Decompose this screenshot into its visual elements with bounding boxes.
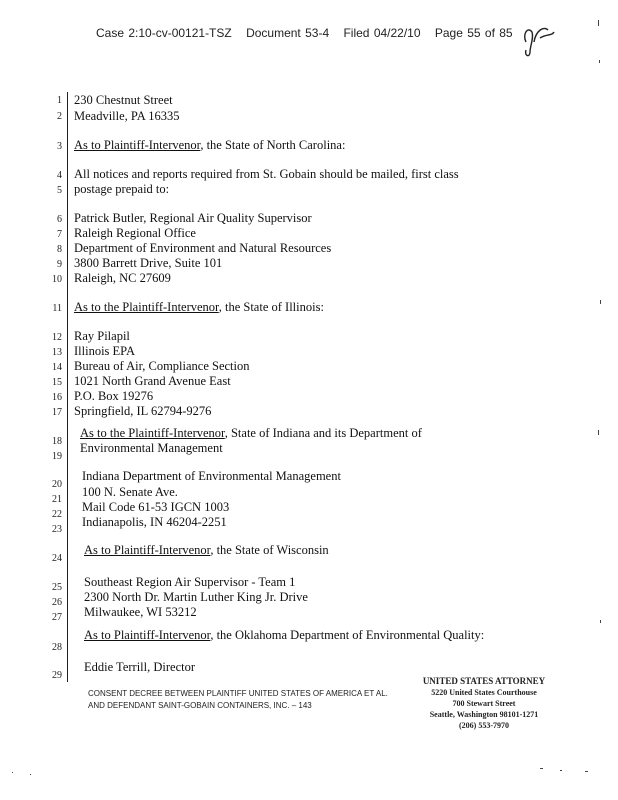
line-number: 22 — [52, 509, 62, 520]
line-number: 25 — [52, 582, 62, 593]
line-number: 9 — [57, 259, 62, 270]
line-number: 5 — [57, 185, 62, 196]
address-line: Raleigh Regional Office — [74, 226, 196, 240]
line-number: 18 — [52, 436, 62, 447]
address-line: Southeast Region Air Supervisor - Team 1 — [84, 575, 296, 589]
section-heading — [84, 543, 329, 558]
address-line: Bureau of Air, Compliance Section — [74, 359, 250, 373]
case-number: Case 2:10-cv-00121-TSZ — [96, 26, 232, 40]
party-name: , the State of Illinois: — [218, 300, 324, 314]
attorney-address-block — [404, 676, 564, 731]
address-line: Springfield, IL 62794-9276 — [74, 404, 212, 418]
line-number: 3 — [57, 141, 62, 152]
footer-caption-line: CONSENT DECREE BETWEEN PLAINTIFF UNITED STATES OF AMERICA ET AL. — [88, 689, 388, 698]
filed-date: Filed 04/22/10 — [343, 26, 421, 40]
page-number: Page 55 of 85 — [434, 26, 513, 40]
party-name: , the State of North Carolina: — [200, 138, 346, 152]
address-line: Illinois EPA — [74, 344, 136, 358]
scan-speck — [585, 771, 588, 772]
address-line: 100 N. Senate Ave. — [82, 485, 178, 499]
footer-caption-line: AND DEFENDANT SAINT-GOBAIN CONTAINERS, INC. – 143 — [88, 701, 312, 710]
handwritten-initials — [518, 12, 558, 60]
line-number: 6 — [57, 214, 62, 225]
scan-speck — [540, 768, 543, 769]
address-line: Patrick Butler, Regional Air Quality Supervisor — [74, 211, 312, 225]
party-designation: As to Plaintiff-Intervenor — [84, 543, 211, 557]
document-number: Document 53-4 — [246, 26, 330, 40]
attorney-address-line: Seattle, Washington 98101-1271 — [429, 710, 539, 719]
party-name: , the State of Wisconsin — [210, 543, 329, 557]
scan-speck — [598, 430, 599, 435]
address-line: Meadville, PA 16335 — [74, 109, 180, 123]
line-number: 11 — [52, 303, 62, 314]
line-number: 19 — [52, 451, 62, 462]
address-line: Raleigh, NC 27609 — [74, 271, 171, 285]
line-number: 21 — [52, 494, 62, 505]
scan-speck — [560, 770, 562, 771]
scan-speck — [600, 300, 601, 304]
line-number: 10 — [52, 274, 62, 285]
section-heading — [74, 138, 345, 153]
scan-speck — [600, 620, 601, 623]
line-number: 29 — [52, 670, 62, 681]
address-line: Eddie Terrill, Director — [84, 660, 196, 674]
scan-speck — [598, 20, 599, 26]
left-margin-rule — [67, 92, 68, 682]
address-line: Milwaukee, WI 53212 — [84, 605, 197, 619]
party-name: , State of Indiana and its Department of — [224, 426, 422, 440]
line-number: 15 — [52, 377, 62, 388]
line-number: 12 — [52, 332, 62, 343]
line-number: 24 — [52, 553, 62, 564]
line-number: 4 — [57, 170, 62, 181]
line-number: 1 — [57, 95, 62, 106]
section-heading — [80, 426, 422, 441]
party-designation: As to the Plaintiff-Intervenor — [80, 426, 225, 440]
line-number: 20 — [52, 479, 62, 490]
scan-speck — [599, 60, 600, 63]
party-designation: As to the Plaintiff-Intervenor — [74, 300, 219, 314]
attorney-phone: (206) 553-7970 — [459, 721, 509, 730]
section-heading-continued: Environmental Management — [80, 441, 223, 455]
scan-speck — [12, 772, 13, 773]
address-line: 1021 North Grand Avenue East — [74, 374, 231, 388]
address-line: 3800 Barrett Drive, Suite 101 — [74, 256, 223, 270]
address-line: Department of Environment and Natural Resources — [74, 241, 332, 255]
address-line: Ray Pilapil — [74, 329, 130, 343]
line-number: 7 — [57, 229, 62, 240]
consent-decree-footer — [88, 688, 388, 712]
party-designation: As to Plaintiff-Intervenor — [84, 628, 211, 642]
attorney-address-line: 700 Stewart Street — [452, 699, 516, 708]
line-number: 17 — [52, 407, 62, 418]
paragraph-line: postage prepaid to: — [74, 182, 170, 196]
section-heading — [84, 628, 484, 643]
party-designation: As to Plaintiff-Intervenor — [74, 138, 201, 152]
line-number: 8 — [57, 244, 62, 255]
party-name: , the Oklahoma Department of Environmental Quality: — [210, 628, 485, 642]
attorney-address-line: 5220 United States Courthouse — [431, 688, 537, 697]
attorney-office: UNITED STATES ATTORNEY — [422, 676, 546, 686]
line-number: 2 — [57, 111, 62, 122]
scan-speck — [30, 774, 31, 775]
line-number: 23 — [52, 524, 62, 535]
address-line: Mail Code 61-53 IGCN 1003 — [82, 500, 230, 514]
line-number: 27 — [52, 612, 62, 623]
address-line: P.O. Box 19276 — [74, 389, 154, 403]
address-line: 2300 North Dr. Martin Luther King Jr. Drive — [84, 590, 308, 604]
line-number: 14 — [52, 362, 62, 373]
address-line: 230 Chestnut Street — [74, 93, 173, 107]
address-line: Indiana Department of Environmental Management — [82, 469, 341, 483]
line-number: 28 — [52, 642, 62, 653]
case-header — [96, 26, 513, 40]
line-number: 26 — [52, 597, 62, 608]
line-number: 13 — [52, 347, 62, 358]
line-number: 16 — [52, 392, 62, 403]
address-line: Indianapolis, IN 46204-2251 — [82, 515, 227, 529]
paragraph-line: All notices and reports required from St. Gobain should be mailed, first class — [74, 167, 459, 181]
section-heading — [74, 300, 324, 315]
